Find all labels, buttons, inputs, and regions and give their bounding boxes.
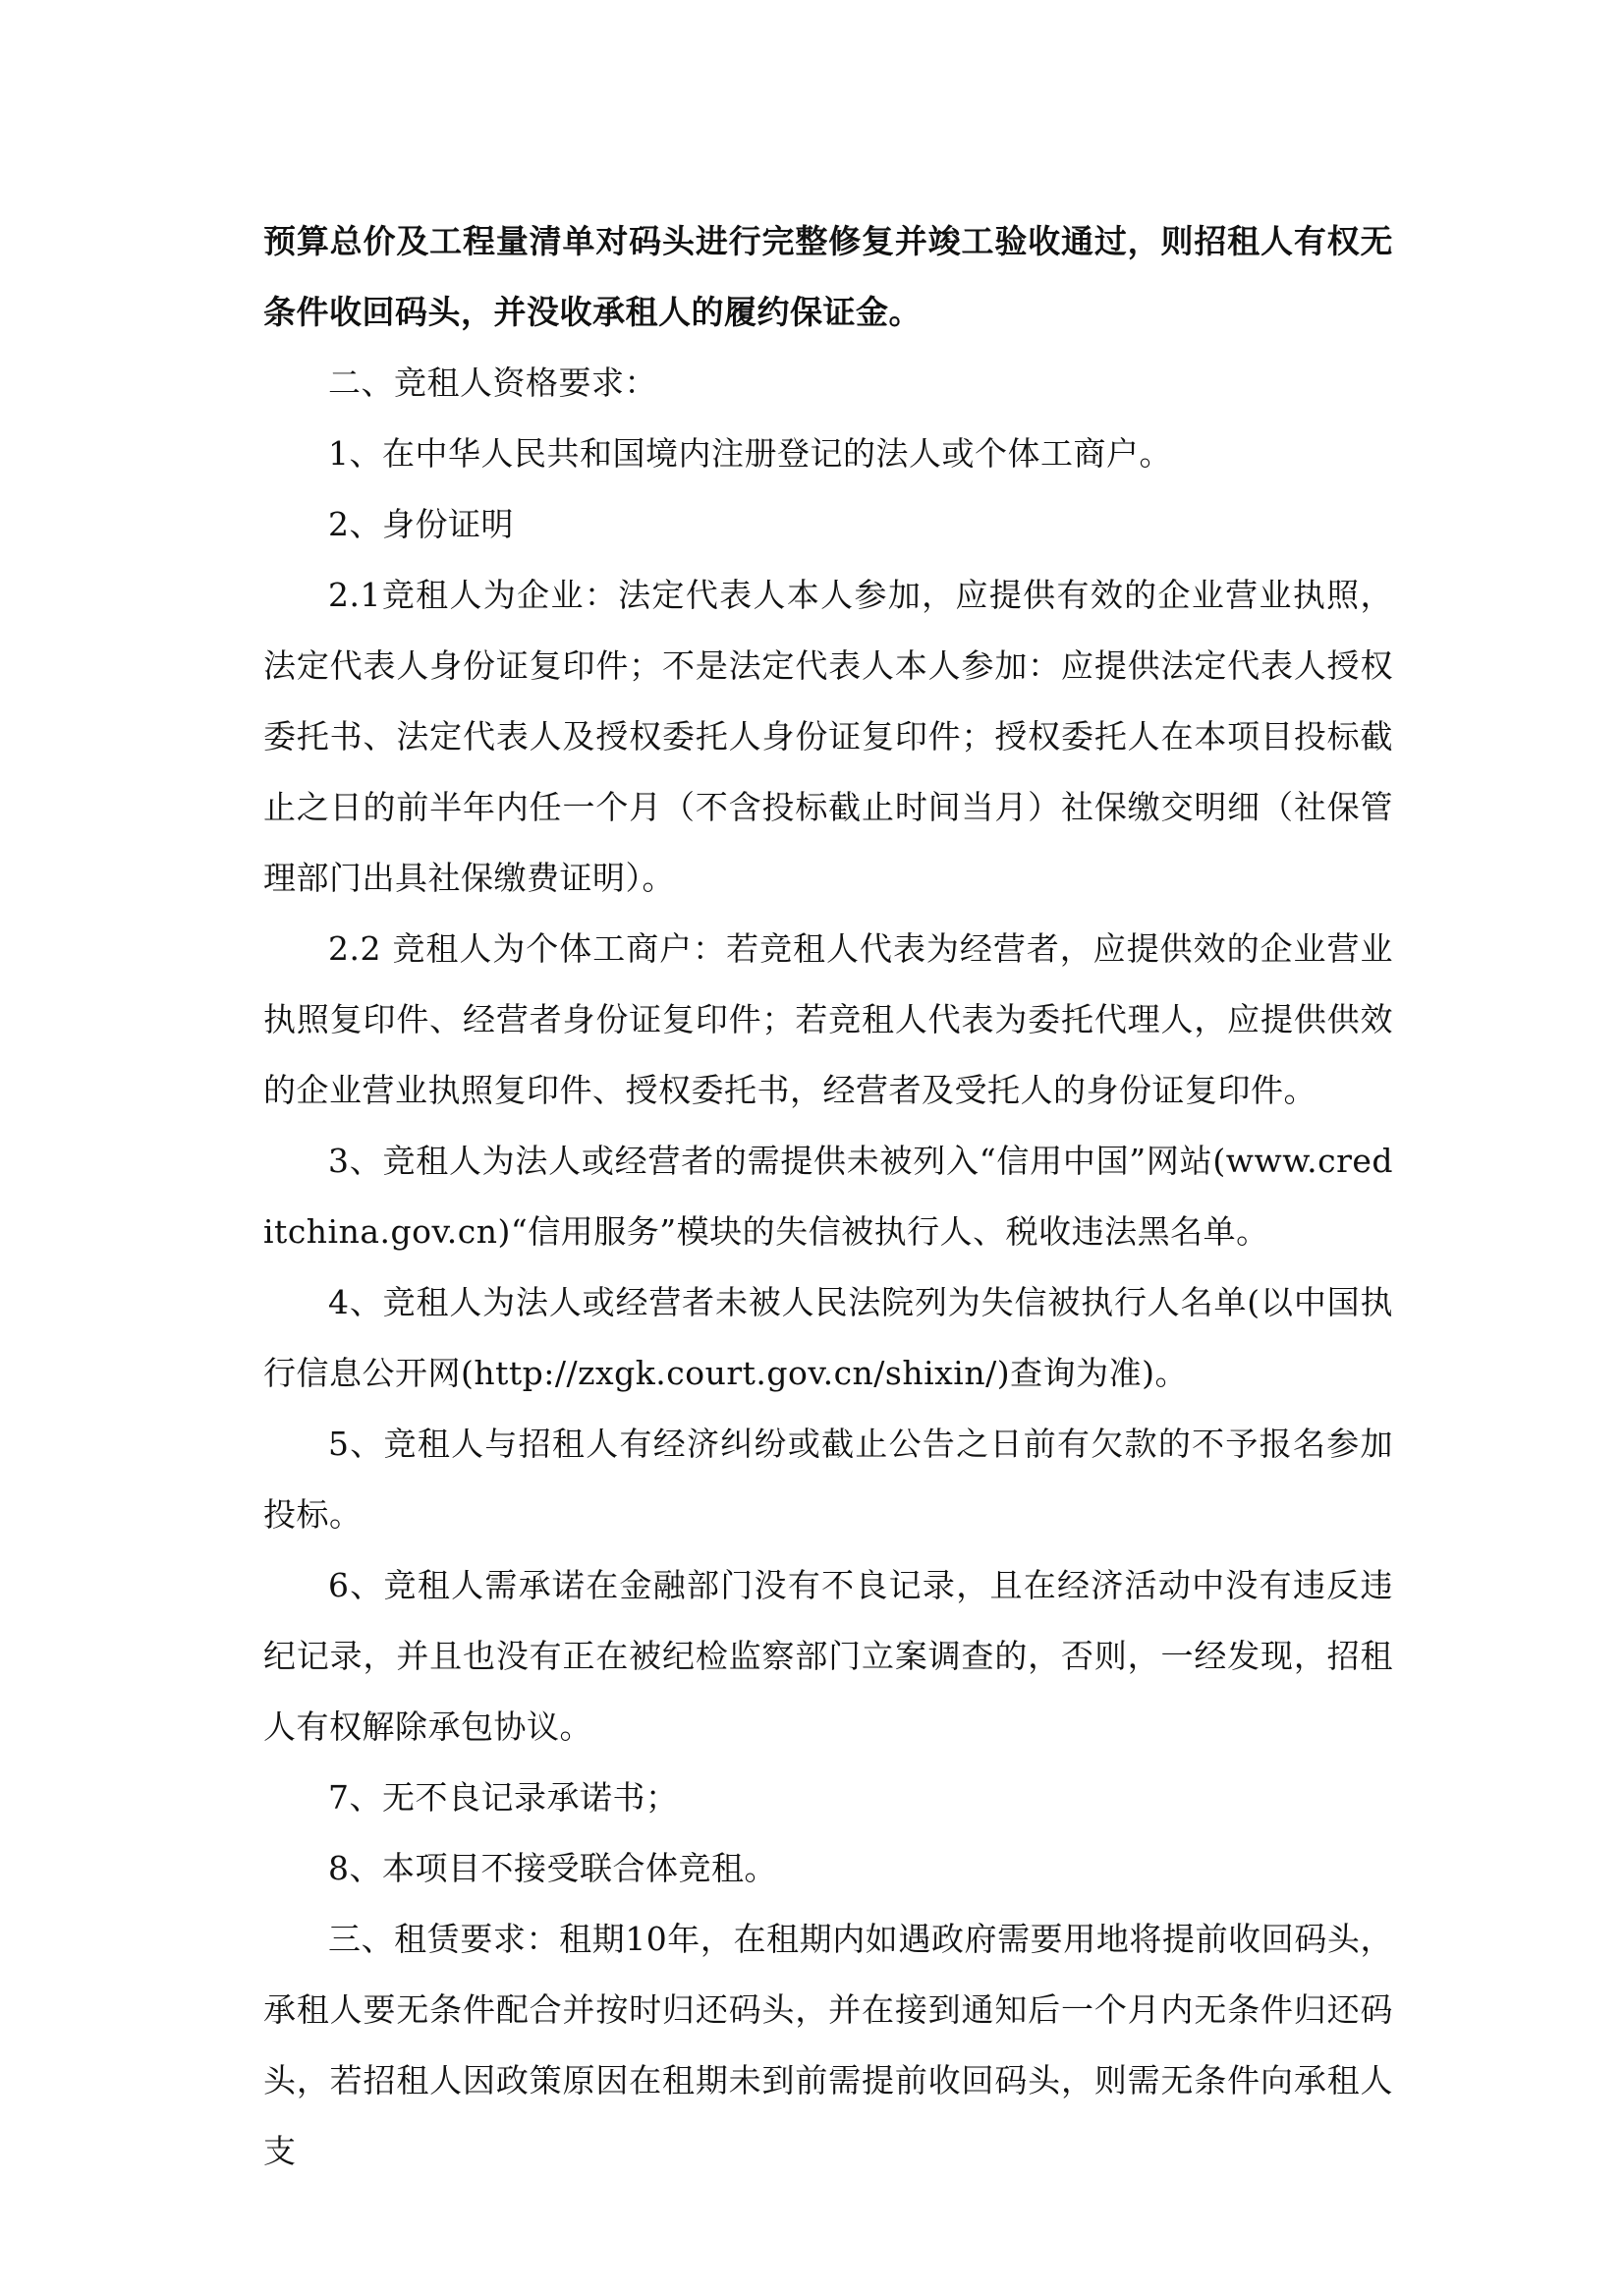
item-4-court-record: 4、竞租人为法人或经营者未被人民法院列为失信被执行人名单(以中国执行信息公开网(http://zxgk.court.gov.cn/shixin/)查询为准)。	[263, 1283, 1393, 1392]
item-1-registration: 1、在中华人民共和国境内注册登记的法人或个体工商户。	[328, 434, 1172, 473]
item-7-commitment: 7、无不良记录承诺书；	[328, 1778, 679, 1817]
item-8-no-consortium: 8、本项目不接受联合体竞租。	[328, 1849, 777, 1887]
item-3-credit-china: 3、竞租人为法人或经营者的需提供未被列入“信用中国”网站(www.creditchina.gov.cn)“信用服务”模块的失信被执行人、税收违法黑名单。	[263, 1142, 1393, 1251]
heading-lease-requirements: 三、租赁要求：租期10年，在租期内如遇政府需要用地将提前收回码头，承租人要无条件配合并按时归还码头，并在接到通知后一个月内无条件归还码头，若招租人因政策原因在租期未到前需提前收回码头，则需无条件向承租人支	[263, 1920, 1393, 2170]
item-6-financial-record: 6、竞租人需承诺在金融部门没有不良记录，且在经济活动中没有违反违纪记录，并且也没有正在被纪检监察部门立案调查的，否则，一经发现，招租人有权解除承包协议。	[263, 1566, 1393, 1746]
heading-bidder-qualifications: 二、竞租人资格要求：	[328, 364, 657, 402]
item-2-identity: 2、身份证明	[328, 505, 514, 543]
item-5-disputes: 5、竞租人与招租人有经济纠纷或截止公告之日前有欠款的不予报名参加投标。	[263, 1425, 1393, 1534]
paragraph-bond-forfeiture: 预算总价及工程量清单对码头进行完整修复并竣工验收通过，则招租人有权无条件收回码头，并没收承租人的履约保证金。	[263, 222, 1393, 331]
item-2-1-enterprise: 2.1竞租人为企业：法定代表人本人参加，应提供有效的企业营业执照，法定代表人身份证复印件；不是法定代表人本人参加：应提供法定代表人授权委托书、法定代表人及授权委托人身份证复印件；授权委托人在本项目投标截止之日的前半年内任一个月（不含投标截止时间当月）社保缴交明细（社保管理部门出具社保缴费证明）。	[263, 576, 1393, 897]
item-2-2-individual: 2.2 竞租人为个体工商户：若竞租人代表为经营者，应提供效的企业营业执照复印件、经营者身份证复印件；若竞租人代表为委托代理人，应提供供效的企业营业执照复印件、授权委托书，经营者及受托人的身份证复印件。	[263, 929, 1393, 1109]
document-body	[263, 206, 1393, 2187]
